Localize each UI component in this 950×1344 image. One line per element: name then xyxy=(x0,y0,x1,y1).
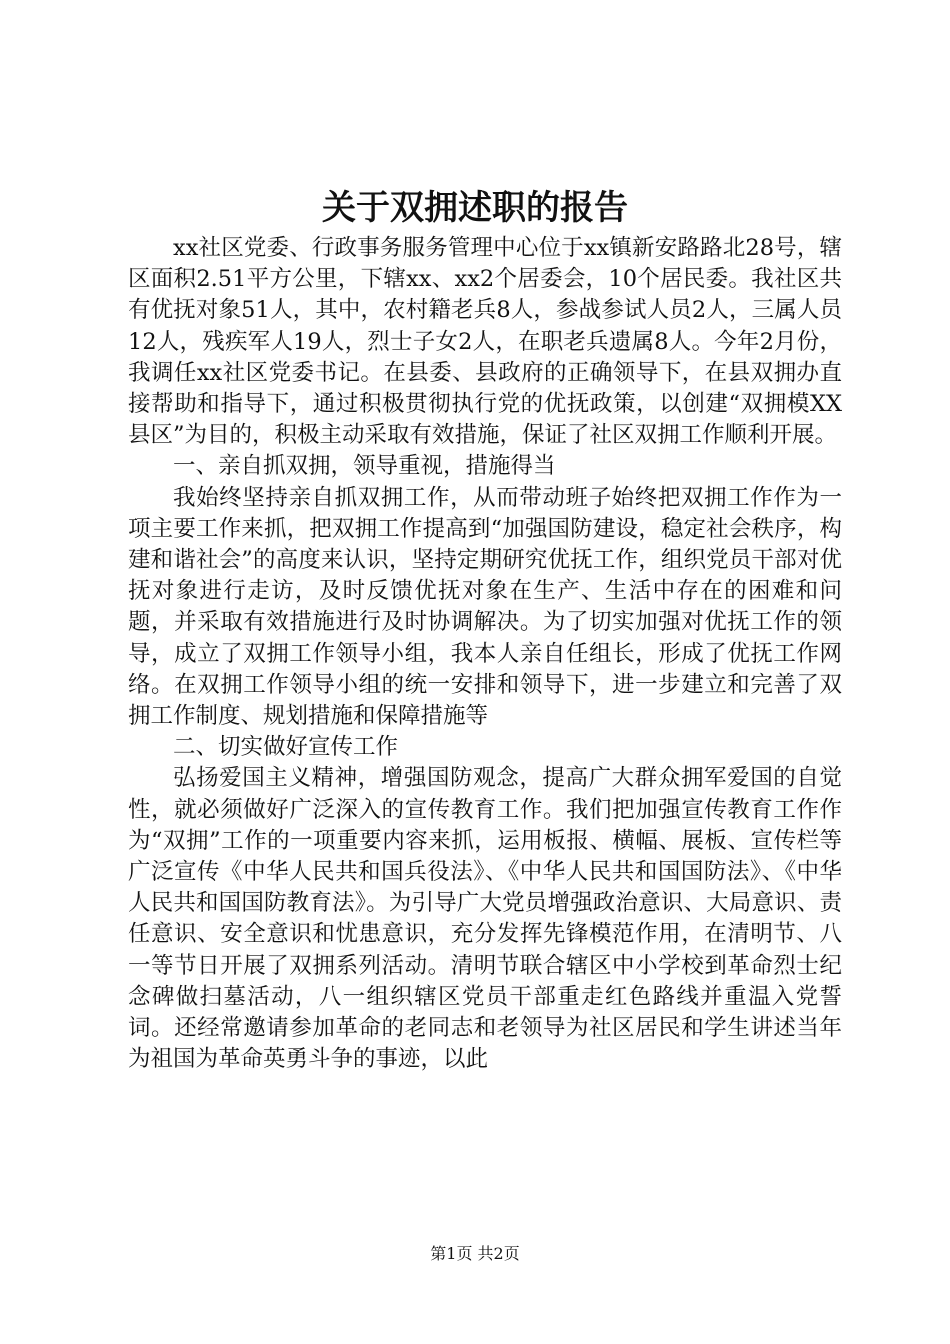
intro-paragraph: xx社区党委、行政事务服务管理中心位于xx镇新安路路北28号，辖区面积2.51平方公里，下辖xx、xx2个居委会，10个居民委。我社区共有优抚对象51人，其中，农村籍老兵8人，参战参试人员2人，三属人员12人，残疾军人19人，烈士子女2人，在职老兵遗属8人。今年2月份，我调任xx社区党委书记。在县委、县政府的正确领导下，在县双拥办直接帮助和指导下，通过积极贯彻执行党的优抚政策，以创建“双拥模XX县区”为目的，积极主动采取有效措施，保证了社区双拥工作顺利开展。 xyxy=(128,235,842,449)
document-body xyxy=(128,233,842,1075)
section-heading-1: 一、亲自抓双拥，领导重视，措施得当 xyxy=(173,453,556,480)
document-title: 关于双拥述职的报告 xyxy=(322,188,628,228)
section-heading-2: 二、切实做好宣传工作 xyxy=(173,734,399,761)
section-1-paragraph: 我始终坚持亲自抓双拥工作，从而带动班子始终把双拥工作作为一项主要工作来抓，把双拥工作提高到“加强国防建设，稳定社会秩序，构建和谐社会”的高度来认识，坚持定期研究优抚工作，组织党员干部对优抚对象进行走访，及时反馈优抚对象在生产、生活中存在的困难和问题，并采取有效措施进行及时协调解决。为了切实加强对优抚工作的领导，成立了双拥工作领导小组，我本人亲自任组长，形成了优抚工作网络。在双拥工作领导小组的统一安排和领导下，进一步建立和完善了双拥工作制度、规划措施和保障措施等 xyxy=(128,484,842,730)
section-2-paragraph: 弘扬爱国主义精神，增强国防观念，提高广大群众拥军爱国的自觉性，就必须做好广泛深入的宣传教育工作。我们把加强宣传教育工作作为“双拥”工作的一项重要内容来抓，运用板报、横幅、展板、宣传栏等广泛宣传《中华人民共和国兵役法》、《中华人民共和国国防法》、《中华人民共和国国防教育法》。为引导广大党员增强政治意识、大局意识、责任意识、安全意识和忧患意识，充分发挥先锋模范作用，在清明节、八一等节日开展了双拥系列活动。清明节联合辖区中小学校到革命烈士纪念碑做扫墓活动，八一组织辖区党员干部重走红色路线并重温入党誓词。还经常邀请参加革命的老同志和老领导为社区居民和学生讲述当年为祖国为革命英勇斗争的事迹，以此 xyxy=(128,765,842,1073)
page-footer: 第1页 共2页 xyxy=(430,1244,520,1263)
